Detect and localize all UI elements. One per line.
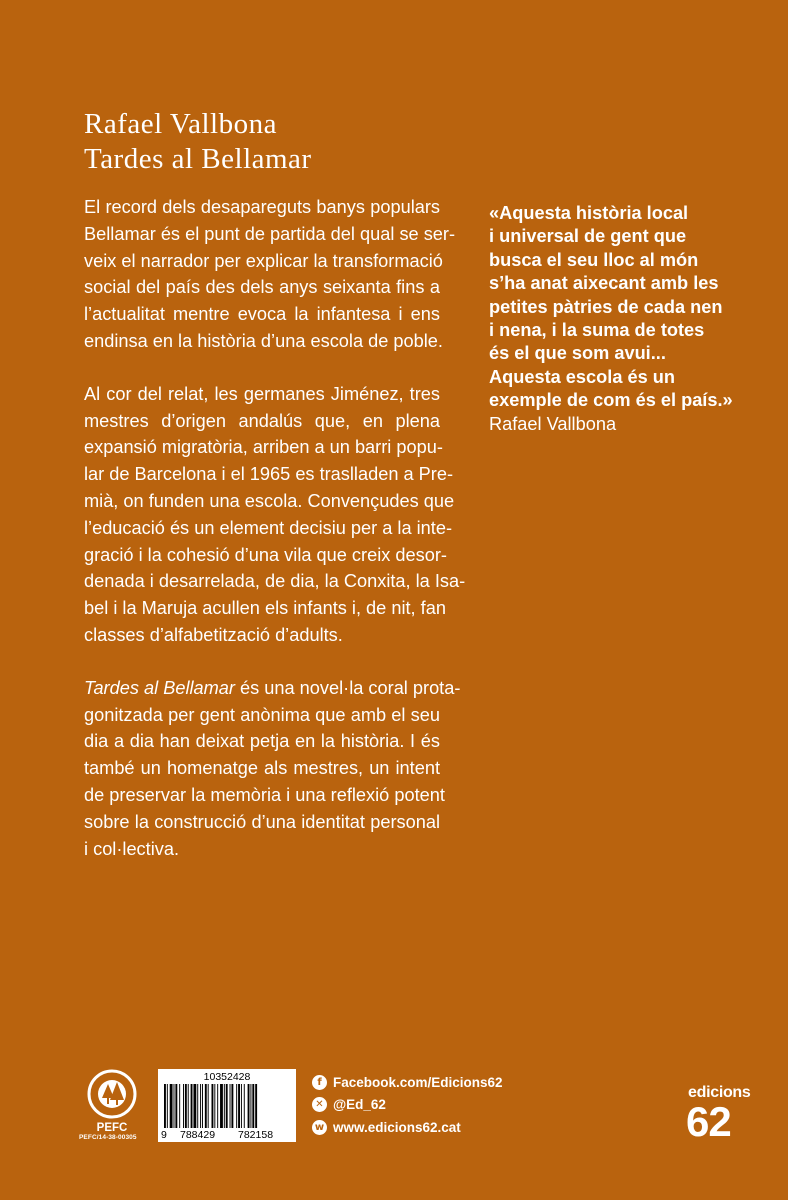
text-line: classes d’alfabetització d’adults. (84, 624, 343, 645)
barcode-bar (255, 1084, 257, 1128)
facebook-label: Facebook.com/Edicions62 (333, 1075, 503, 1090)
barcode-bar (212, 1084, 214, 1128)
barcode-bar (179, 1084, 180, 1128)
barcode-bar (248, 1084, 250, 1128)
text-line: també un homenatge als mestres, un intent (84, 758, 440, 779)
text-line: l’actualitat mentre evoca la infantesa i ens (84, 304, 440, 325)
barcode-bar (200, 1084, 201, 1128)
barcode-bar (224, 1084, 225, 1128)
pefc-label: PEFC (96, 1122, 128, 1134)
text-line: de preservar la memòria i una reflexió potent (84, 784, 445, 805)
barcode-bar (220, 1084, 223, 1128)
barcode-bar (167, 1084, 168, 1128)
website-label: www.edicions62.cat (333, 1120, 461, 1135)
barcode-bar (197, 1084, 198, 1128)
text-line: sobre la construcció d’una identitat personal (84, 811, 440, 832)
quote-line: busca el seu lloc al món (489, 249, 699, 270)
barcode-bar (188, 1084, 189, 1128)
barcode-bar (230, 1084, 231, 1128)
barcode-bar (250, 1084, 251, 1128)
text-line: bel i la Maruja acullen els infants i, de nit, fan (84, 598, 446, 619)
barcode-reference: 10352428 (203, 1071, 251, 1083)
barcode-bar (193, 1084, 196, 1128)
publisher-logo-word: edicions (688, 1084, 751, 1101)
text-fragment: és una novel·la coral prota- (234, 677, 461, 698)
text-line: lar de Barcelona i el 1965 es traslladen a Pre- (84, 464, 454, 485)
author-name: Rafael Vallbona (84, 108, 277, 140)
barcode-bar (170, 1084, 173, 1128)
quote-attribution: Rafael Vallbona (489, 413, 617, 434)
barcode-bar (226, 1084, 228, 1128)
text-line: denada i desarrelada, de dia, la Conxita, la Isa- (84, 571, 466, 592)
barcode-bar (214, 1084, 215, 1128)
quote-line: és el que som avui... (489, 343, 666, 364)
isbn-digit-group: 782158 (238, 1129, 274, 1141)
facebook-link[interactable] (312, 1075, 503, 1090)
x-icon: ✕ (312, 1097, 327, 1112)
publisher-logo-number: 62 (686, 1098, 731, 1145)
italic-book-title: Tardes al Bellamar (84, 677, 235, 698)
text-line (84, 675, 461, 702)
synopsis-paragraph-1 (84, 194, 456, 355)
barcode-bar (252, 1084, 254, 1128)
pull-quote (489, 202, 749, 436)
barcode-bar (208, 1084, 209, 1128)
text-line: endinsa en la història d’una escola de poble. (84, 330, 443, 351)
barcode-bar (174, 1084, 175, 1128)
barcode-bar (185, 1084, 187, 1128)
pefc-code: PEFC/14-38-00305 (79, 1134, 137, 1141)
quote-line: s’ha anat aixecant amb les (489, 273, 719, 294)
book-title: Tardes al Bellamar (84, 143, 312, 175)
quote-line: petites pàtries de cada nen (489, 296, 723, 317)
isbn-digit-group: 788429 (180, 1129, 216, 1141)
synopsis (84, 194, 466, 888)
barcode-bar (164, 1084, 166, 1128)
text-line: expansió migratòria, arriben a un barri popu- (84, 437, 443, 458)
text-line: veix el narrador per explicar la transformació (84, 250, 443, 271)
quote-line: i nena, i la suma de totes (489, 320, 705, 341)
text-line: l’educació és un element decisiu per a la inte- (84, 517, 453, 538)
x-link[interactable] (312, 1097, 386, 1112)
barcode-bar (191, 1084, 193, 1128)
quote-line: i universal de gent que (489, 226, 687, 247)
web-icon: w (312, 1120, 327, 1135)
barcode-bar (217, 1084, 218, 1128)
barcode-bar (175, 1084, 177, 1128)
barcode-bar (241, 1084, 242, 1128)
barcode-bars (164, 1084, 290, 1128)
barcode-bar (238, 1084, 240, 1128)
text-line: mestres d’origen andalús que, en plena (84, 410, 440, 431)
text-line: social del país des dels anys seixanta fins a (84, 277, 440, 298)
barcode-bar (231, 1084, 233, 1128)
synopsis-paragraph-2 (84, 381, 466, 649)
pefc-logo (80, 1068, 144, 1142)
text-line: mià, on funden una escola. Convençudes que (84, 490, 455, 511)
barcode-bar (244, 1084, 245, 1128)
text-line: Al cor del relat, les germanes Jiménez, tres (84, 383, 440, 404)
barcode-bar (183, 1084, 184, 1128)
barcode-bar (205, 1084, 207, 1128)
website-link[interactable] (312, 1120, 461, 1135)
x-label: @Ed_62 (333, 1097, 386, 1112)
text-line: i col·lectiva. (84, 838, 180, 859)
facebook-icon: f (312, 1075, 327, 1090)
quote-line: Aquesta escola és un (489, 366, 675, 387)
text-line: El record dels desapareguts banys populars (84, 197, 440, 217)
barcode-bar (202, 1084, 203, 1128)
text-line: Bellamar és el punt de partida del qual se ser- (84, 223, 456, 244)
synopsis-paragraph-3 (84, 675, 461, 863)
quote-line: exemple de com és el país.» (489, 390, 733, 411)
text-line: dia a dia han deixat petja en la història. I és (84, 731, 440, 752)
quote-line: «Aquesta història local (489, 203, 689, 223)
text-line: gonitzada per gent anònima que amb el seu (84, 704, 440, 725)
barcode-bar (236, 1084, 237, 1128)
isbn-digit-group: 9 (161, 1129, 167, 1141)
text-line: gració i la cohesió d’una vila que creix desor- (84, 544, 447, 565)
isbn-barcode (158, 1069, 296, 1142)
